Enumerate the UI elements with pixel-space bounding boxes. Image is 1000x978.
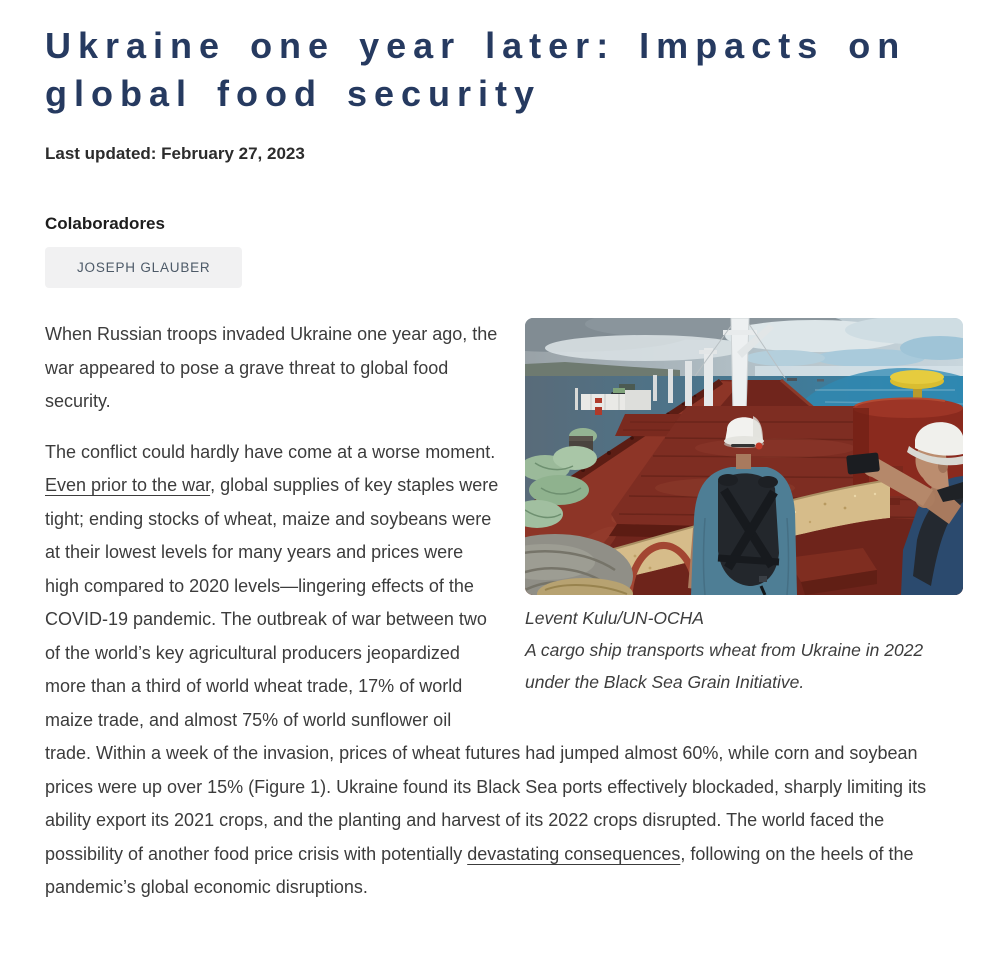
link-even-prior-to-the-war[interactable]: Even prior to the war — [45, 475, 211, 495]
article-body — [45, 318, 963, 905]
article-figure — [525, 318, 963, 698]
photo-credit: Levent Kulu/UN-OCHA — [525, 608, 704, 628]
contributor-chip-joseph-glauber[interactable]: JOSEPH GLAUBER — [45, 247, 242, 288]
paragraph-2: The conflict could hardly have come at a worse moment. Even prior to the war, global supplies of key staples were tight; ending stocks of wheat, maize and soybeans were at their lowest levels for many years and prices were high compared to 2020 levels—lingering effects of the COVID-19 pandemic. The outbreak of war between two of the world’s key agricultural producers jeopardized more than a third of world wheat trade, 17% of world maize trade, and almost 75% of world sunflower oil trade. Within a week of the invasion, prices of wheat futures had jumped almost 60%, while corn and soybean prices were up over 15% (Figure 1). Ukraine found its Black Sea ports effectively blockaded, sharply limiting its ability export its 2021 crops, and the planting and harvest of its 2022 crops disrupted. The world faced the possibility of another food price crisis with potentially devastating consequences, following on the heels of the pandemic’s global economic disruptions. — [45, 441, 927, 897]
page-title: Ukraine one year later: Impacts on global food security — [45, 25, 907, 114]
last-updated-label: Last updated: February 27, 2023 — [45, 144, 305, 163]
paragraph-1: When Russian troops invaded Ukraine one year ago, the war appeared to pose a grave threat to global food security. — [45, 324, 498, 411]
cargo-ship-photo — [525, 318, 963, 595]
contributors-heading: Colaboradores — [45, 214, 165, 233]
link-devastating-consequences[interactable]: devastating consequences — [467, 843, 681, 864]
figure-caption — [525, 602, 963, 698]
photo-caption: A cargo ship transports wheat from Ukraine in 2022 under the Black Sea Grain Initiative. — [525, 640, 924, 692]
